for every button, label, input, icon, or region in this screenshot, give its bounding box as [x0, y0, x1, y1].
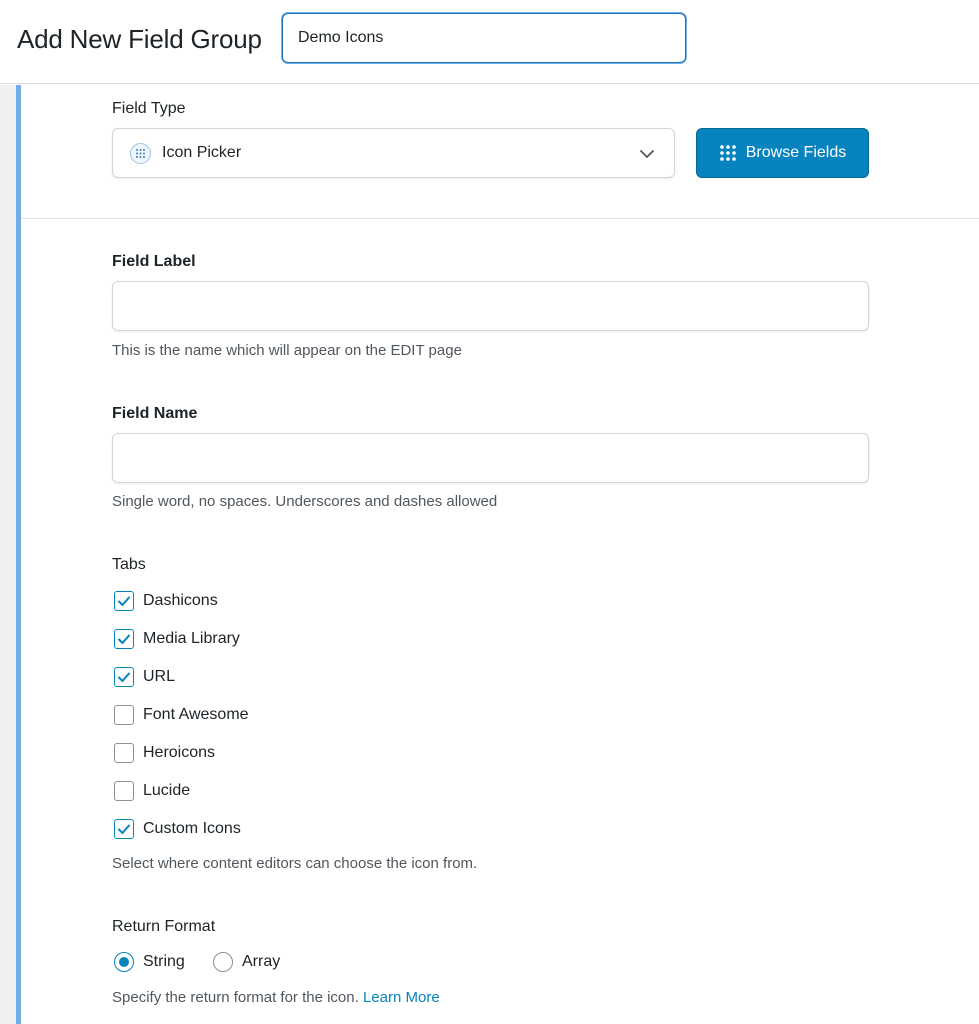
- field-accent-bar: [16, 85, 21, 1024]
- checkbox-label: Font Awesome: [143, 706, 249, 723]
- field-type-selected-value: Icon Picker: [162, 144, 242, 161]
- field-name-heading: Field Name: [112, 405, 198, 422]
- field-label-input[interactable]: [112, 281, 869, 331]
- checkbox-dashicons[interactable]: [114, 591, 134, 611]
- tab-option-media-library[interactable]: [114, 628, 240, 650]
- radio-label: String: [143, 953, 185, 970]
- page-header: [0, 0, 979, 84]
- browse-fields-label: Browse Fields: [745, 144, 847, 161]
- dashicons-grid-icon: [130, 143, 151, 164]
- radio-selected-dot: [119, 957, 129, 967]
- field-type-select[interactable]: [112, 128, 675, 178]
- checkbox-media-library[interactable]: [114, 629, 134, 649]
- return-format-heading: Return Format: [112, 918, 216, 935]
- learn-more-link[interactable]: Learn More: [362, 989, 440, 1006]
- radio-label: Array: [242, 953, 281, 970]
- tabs-help: Select where content editors can choose the icon from.: [112, 855, 478, 872]
- return-format-option-string[interactable]: [114, 951, 185, 973]
- checkbox-label: Lucide: [143, 782, 191, 799]
- checkbox-lucide[interactable]: [114, 781, 134, 801]
- checkbox-label: Heroicons: [143, 744, 216, 761]
- field-name-help: Single word, no spaces. Underscores and dashes allowed: [112, 493, 498, 510]
- checkbox-label: Custom Icons: [143, 820, 241, 837]
- checkbox-label: URL: [143, 668, 176, 685]
- return-format-help-text: Specify the return format for the icon.: [112, 989, 359, 1006]
- field-group-title-input[interactable]: [282, 13, 686, 63]
- checkbox-url[interactable]: [114, 667, 134, 687]
- checkmark-icon: [117, 670, 131, 684]
- checkmark-icon: [117, 594, 131, 608]
- return-format-help: [112, 988, 440, 1008]
- checkmark-icon: [117, 632, 131, 646]
- tab-option-heroicons[interactable]: [114, 742, 215, 764]
- checkbox-heroicons[interactable]: [114, 743, 134, 763]
- tab-option-font-awesome[interactable]: [114, 704, 249, 726]
- checkbox-label: Dashicons: [143, 592, 218, 609]
- checkbox-label: Media Library: [143, 630, 240, 647]
- checkmark-icon: [117, 822, 131, 836]
- field-label-heading: Field Label: [112, 253, 196, 270]
- checkbox-custom-icons[interactable]: [114, 819, 134, 839]
- checkbox-font-awesome[interactable]: [114, 705, 134, 725]
- return-format-option-array[interactable]: [213, 951, 280, 973]
- field-name-input[interactable]: [112, 433, 869, 483]
- field-label-help: This is the name which will appear on the EDIT page: [112, 342, 462, 359]
- browse-fields-button[interactable]: [696, 128, 869, 178]
- page-title: Add New Field Group: [17, 24, 262, 54]
- tab-option-lucide[interactable]: [114, 780, 190, 802]
- grid-dots-icon: [719, 144, 737, 162]
- tab-option-dashicons[interactable]: [114, 590, 218, 612]
- section-divider: [21, 218, 979, 219]
- tab-option-custom-icons[interactable]: [114, 818, 241, 840]
- tabs-heading: Tabs: [112, 556, 146, 573]
- field-type-label: Field Type: [112, 100, 186, 117]
- radio-array[interactable]: [213, 952, 233, 972]
- chevron-down-icon: [638, 145, 656, 163]
- tab-option-url[interactable]: [114, 666, 175, 688]
- admin-left-gutter: [0, 85, 16, 1024]
- radio-string[interactable]: [114, 952, 134, 972]
